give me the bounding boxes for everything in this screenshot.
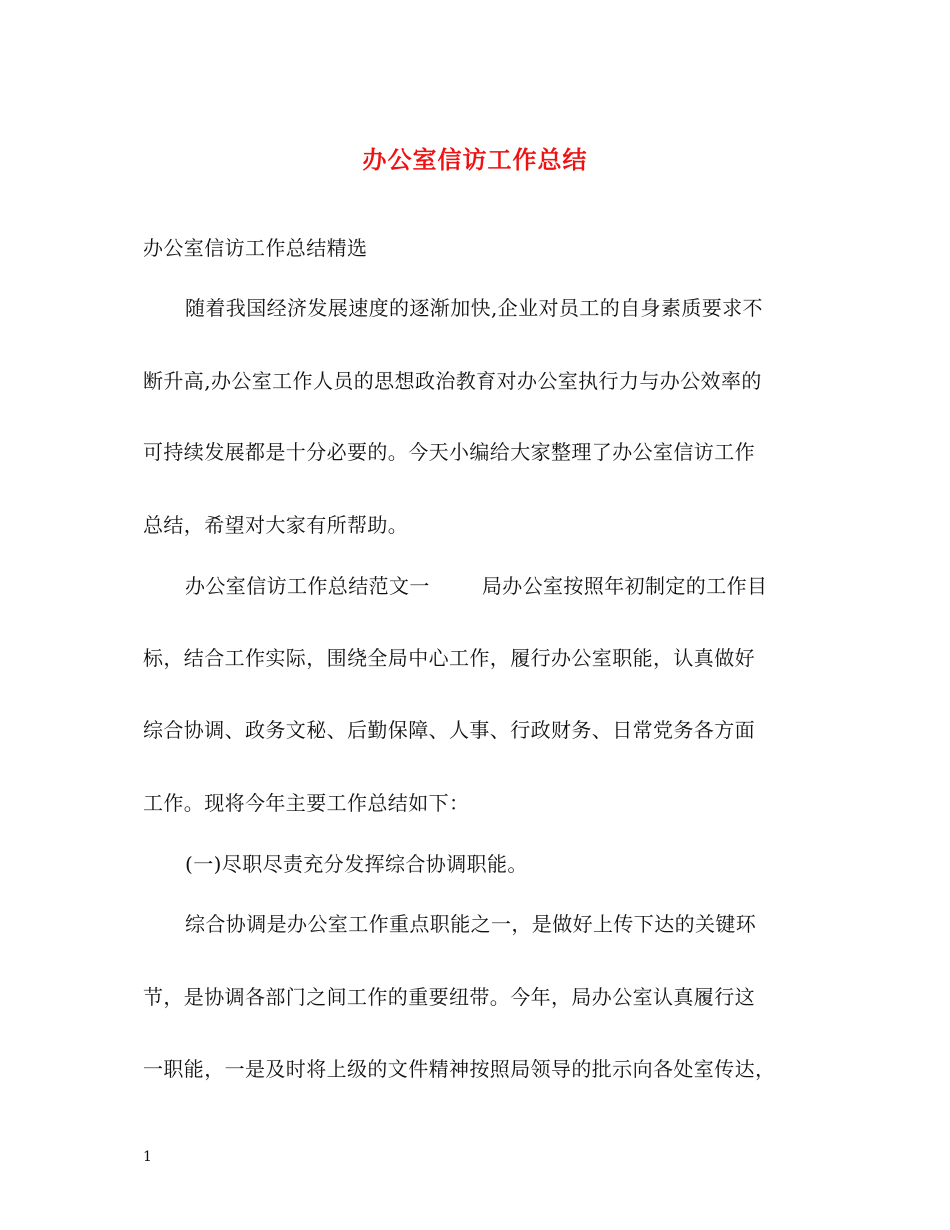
- paragraph-1-line-2: 断升高,办公室工作人员的思想政治教育对办公室执行力与办公效率的: [143, 369, 762, 393]
- paragraph-2-line-3: 综合协调、政务文秘、后勤保障、人事、行政财务、日常党务各方面: [143, 718, 755, 742]
- paragraph-2-line-4: 工作。现将今年主要工作总结如下：: [143, 791, 470, 815]
- page-number: 1: [143, 1149, 152, 1165]
- paragraph-2-line-1-rest: 局办公室按照年初制定的工作目: [481, 574, 768, 598]
- paragraph-1-line-3: 可持续发展都是十分必要的。今天小编给大家整理了办公室信访工作: [143, 440, 755, 464]
- document-subtitle: 办公室信访工作总结精选: [143, 236, 368, 260]
- paragraph-3-line-1: 综合协调是办公室工作重点职能之一，是做好上传下达的关键环: [185, 912, 757, 936]
- paragraph-2-line-1: [185, 571, 805, 601]
- paragraph-3-line-3: 一职能，一是及时将上级的文件精神按照局领导的批示向各处室传达，: [143, 1057, 776, 1081]
- paragraph-1-line-1: 随着我国经济发展速度的逐渐加快,企业对员工的自身素质要求不: [185, 296, 763, 320]
- section-heading: (一)尽职尽责充分发挥综合协调职能。: [185, 852, 528, 876]
- paragraph-3-line-2: 节，是协调各部门之间工作的重要纽带。今年，局办公室认真履行这: [143, 985, 755, 1009]
- document-title: 办公室信访工作总结: [362, 145, 588, 174]
- paragraph-1-line-4: 总结，希望对大家有所帮助。: [143, 513, 409, 537]
- sample-heading: 办公室信访工作总结范文一: [185, 574, 430, 598]
- paragraph-2-line-2: 标，结合工作实际，围绕全局中心工作，履行办公室职能，认真做好: [143, 646, 755, 670]
